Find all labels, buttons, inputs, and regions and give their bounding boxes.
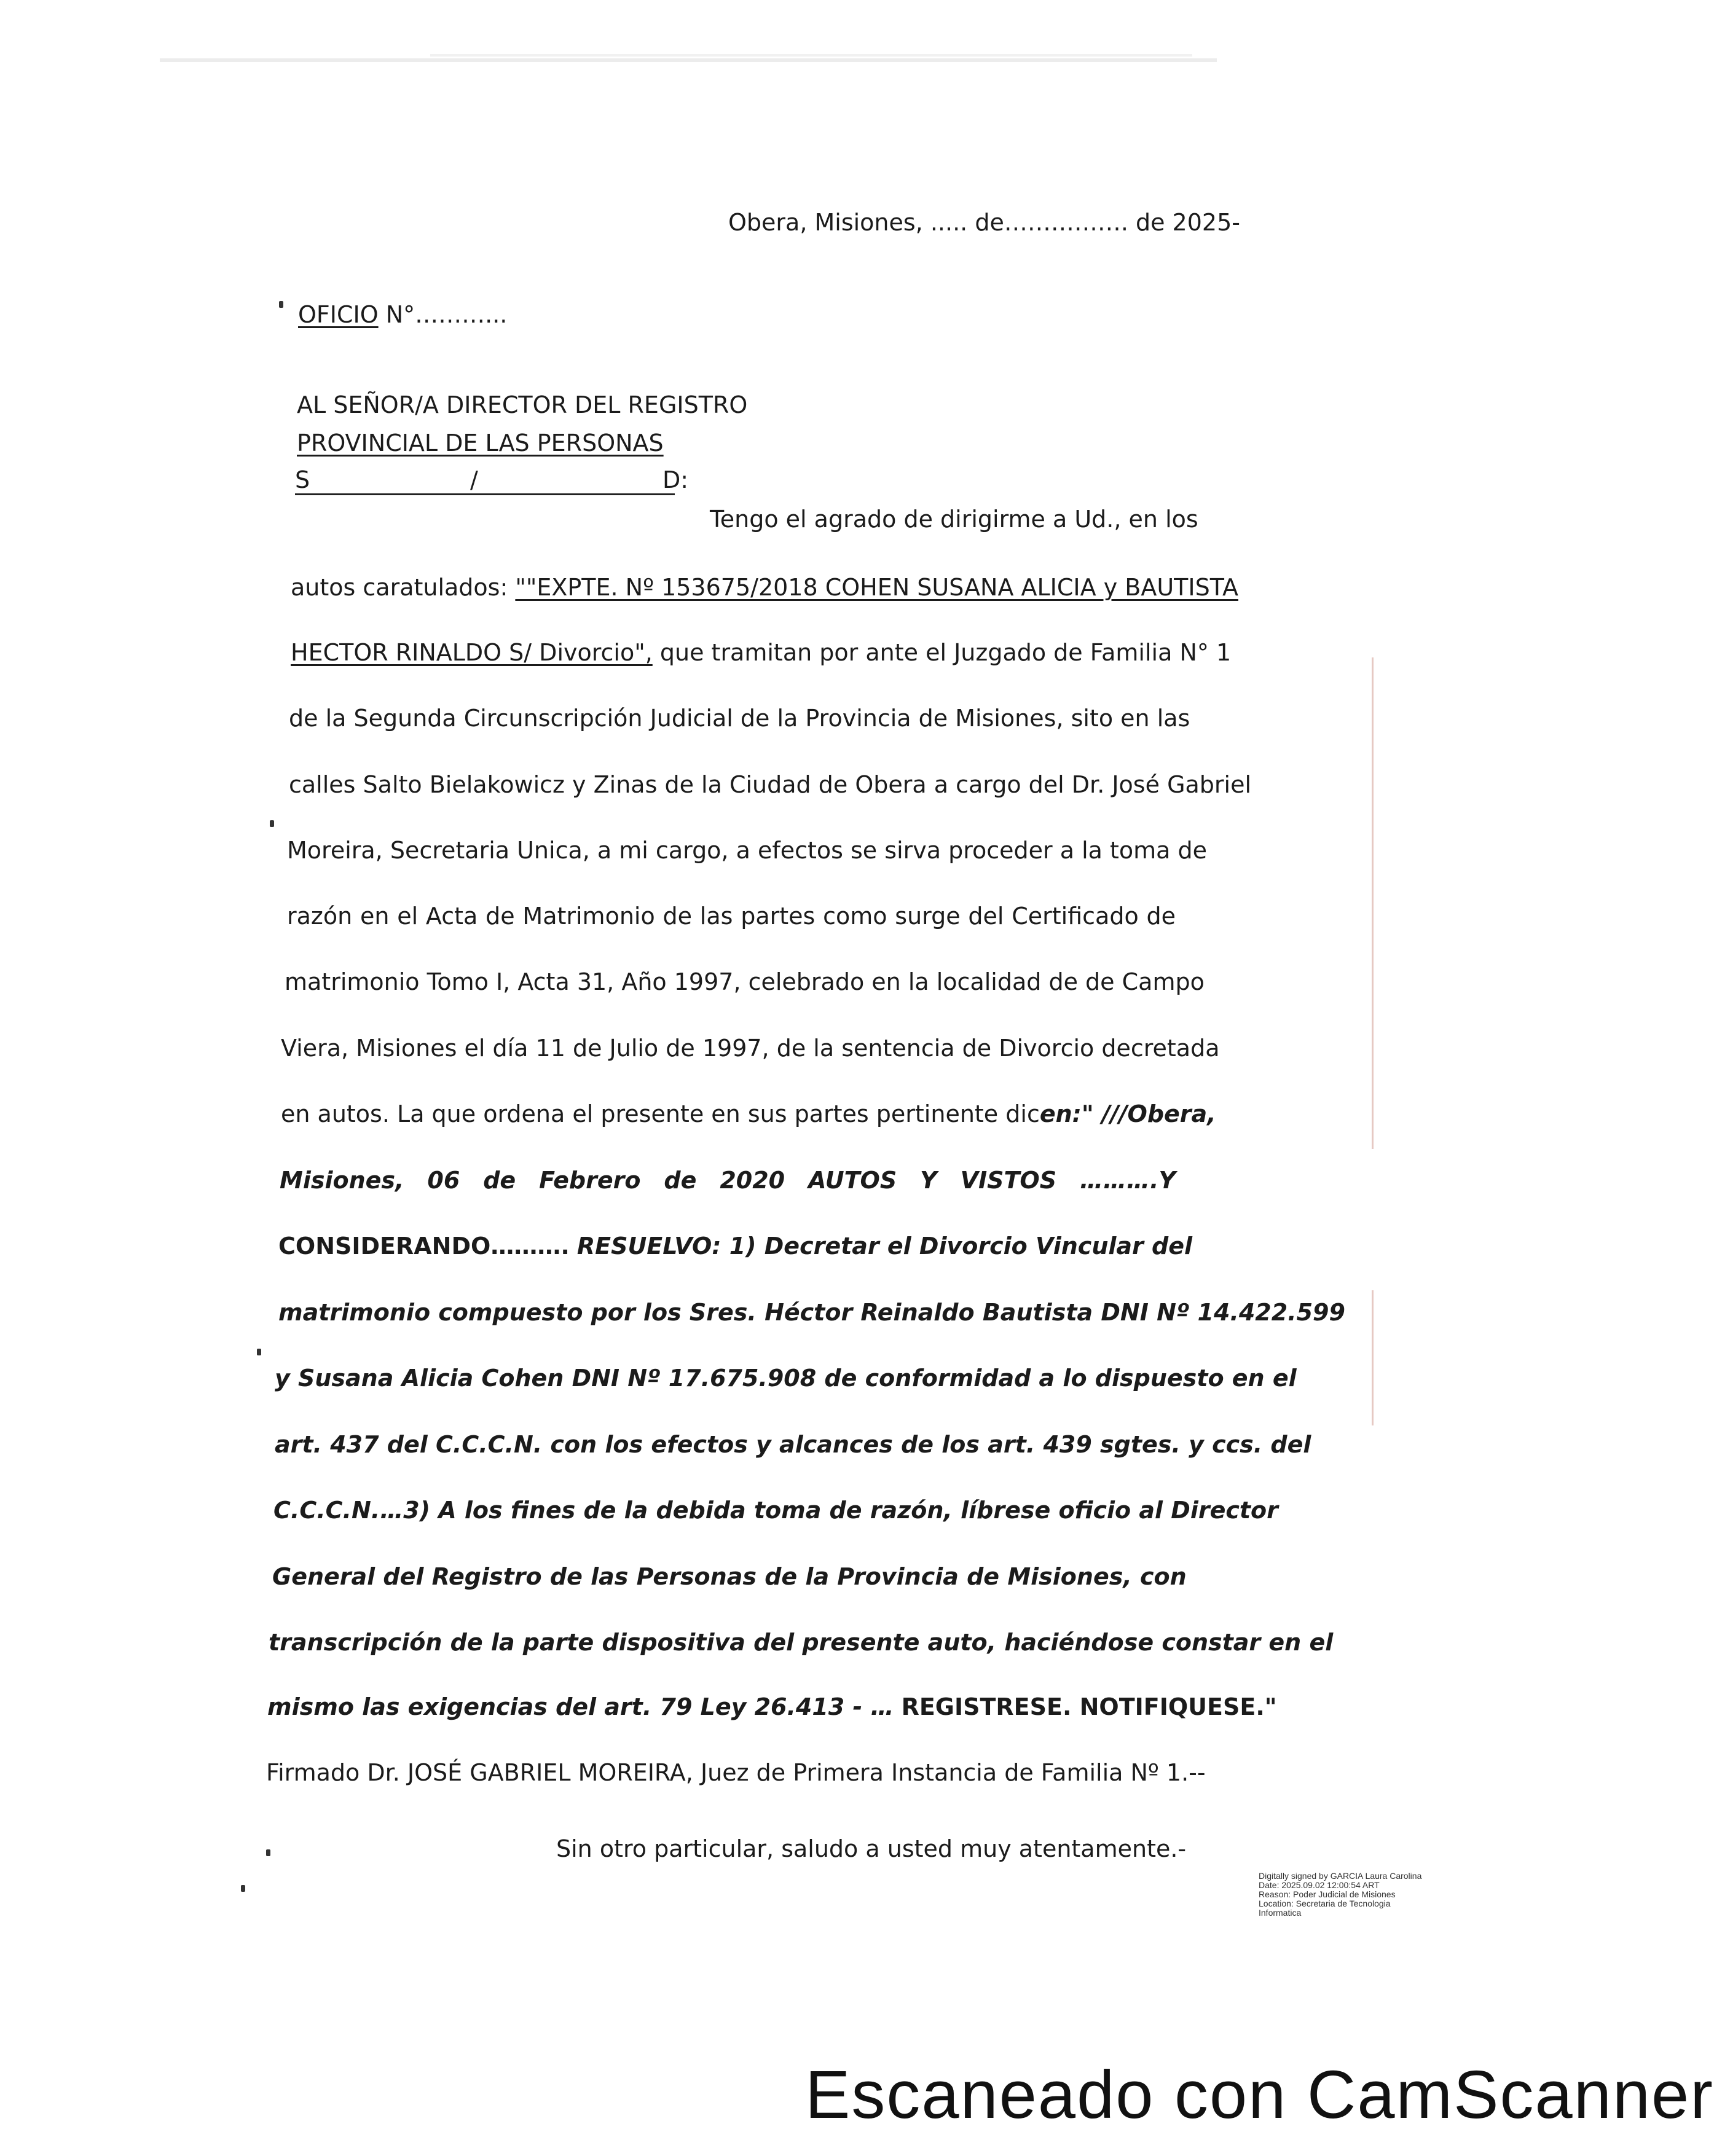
oficio-number	[298, 303, 507, 326]
digital-signature-line-2: Date: 2025.09.02 12:00:54 ART	[1259, 1880, 1380, 1890]
body-line-16: C.C.C.N.…3) A los fines de la debida toma de razón, líbrese oficio al Director	[273, 1497, 1278, 1524]
body-line-11: Misiones, 06 de Febrero de 2020 AUTOS Y VISTOS ……….Y	[280, 1167, 1176, 1194]
scan-mark	[257, 1349, 261, 1355]
body-line-19a: mismo las exigencias del art. 79 Ley 26.413 - …	[267, 1693, 894, 1720]
addressee-d: D:	[662, 466, 689, 493]
body-line-3	[291, 639, 1232, 666]
scan-mark	[266, 1849, 270, 1856]
scan-mark	[270, 820, 274, 827]
registrese: REGISTRESE. NOTIFIQUESE."	[901, 1693, 1277, 1720]
body-intro: Tengo el agrado de dirigirme a Ud., en los	[710, 506, 1198, 533]
expte-title: ""EXPTE. Nº 153675/2018 COHEN SUSANA ALICIA y BAUTISTA	[515, 574, 1238, 601]
body-line-10	[281, 1100, 1216, 1127]
digital-signature-line-3: Reason: Poder Judicial de Misiones	[1259, 1889, 1396, 1899]
body-line-17: General del Registro de las Personas de la Provincia de Misiones, con	[272, 1563, 1187, 1590]
body-line-19	[267, 1695, 1277, 1719]
addressee-line-2: PROVINCIAL DE LAS PERSONAS	[297, 429, 664, 457]
considerando: CONSIDERANDO……….	[278, 1233, 570, 1260]
addressee-slash: /	[470, 466, 478, 493]
digital-signature	[1259, 1872, 1455, 1918]
body-line-5: calles Salto Bielakowicz y Zinas de la Ciudad de Obera a cargo del Dr. José Gabriel	[289, 771, 1252, 798]
digital-signature-line-1: Digitally signed by GARCIA Laura Carolina	[1259, 1871, 1422, 1881]
body-line-2	[291, 574, 1238, 601]
addressee-s: S	[295, 466, 310, 493]
addressee-underline	[295, 493, 675, 495]
addressee-line-1: AL SEÑOR/A DIRECTOR DEL REGISTRO	[297, 391, 748, 418]
scan-mark	[279, 301, 283, 308]
margin-line-upper	[1372, 657, 1374, 1149]
body-line-7: razón en el Acta de Matrimonio de las partes como surge del Certificado de	[287, 903, 1176, 930]
camscanner-watermark: Escaneado con CamScanner	[805, 2057, 1714, 2133]
body-line-10a: en autos. La que ordena el presente en sus partes pertinente dic	[281, 1100, 1040, 1127]
digital-signature-line-4: Location: Secretaria de Tecnologia	[1259, 1899, 1391, 1908]
body-line-4: de la Segunda Circunscripción Judicial de la Provincia de Misiones, sito en las	[289, 705, 1190, 732]
body-line-12	[278, 1233, 1193, 1260]
body-line-13: matrimonio compuesto por los Sres. Héctor Reinaldo Bautista DNI Nº 14.422.599	[278, 1299, 1345, 1326]
body-line-3b: que tramitan por ante el Juzgado de Familia N° 1	[659, 639, 1232, 666]
body-line-10b: en:" ///Obera,	[1039, 1100, 1216, 1127]
margin-line-lower	[1372, 1290, 1374, 1425]
closing: Sin otro particular, saludo a usted muy atentamente.-	[556, 1835, 1187, 1862]
scan-mark	[241, 1885, 245, 1892]
oficio-number-value: N°………...	[385, 301, 508, 328]
body-line-9: Viera, Misiones el día 11 de Julio de 1997, de la sentencia de Divorcio decretada	[281, 1035, 1220, 1062]
body-line-6: Moreira, Secretaria Unica, a mi cargo, a efectos se sirva proceder a la toma de	[287, 837, 1208, 864]
body-line-8: matrimonio Tomo I, Acta 31, Año 1997, celebrado en la localidad de de Campo	[285, 968, 1205, 995]
digital-signature-line-5: Informatica	[1259, 1908, 1302, 1918]
place-date: Obera, Misiones, ..... de……………. de 2025-	[728, 209, 1240, 236]
expte-title-cont: HECTOR RINALDO S/ Divorcio",	[291, 639, 653, 666]
scan-edge-top	[160, 58, 1217, 62]
body-line-14: y Susana Alicia Cohen DNI Nº 17.675.908 de conformidad a lo dispuesto en el	[275, 1365, 1297, 1392]
body-line-15: art. 437 del C.C.C.N. con los efectos y alcances de los art. 439 sgtes. y ccs. del	[275, 1431, 1311, 1458]
body-line-18: transcripción de la parte dispositiva del presente auto, haciéndose constar en el	[269, 1629, 1334, 1656]
body-line-20: Firmado Dr. JOSÉ GABRIEL MOREIRA, Juez de Primera Instancia de Familia Nº 1.--	[266, 1759, 1206, 1786]
scan-edge-top-faint	[430, 54, 1192, 57]
body-line-2a: autos caratulados:	[291, 574, 508, 601]
resuelvo: RESUELVO: 1) Decretar el Divorcio Vincular del	[576, 1233, 1193, 1260]
oficio-label: OFICIO	[298, 301, 379, 328]
